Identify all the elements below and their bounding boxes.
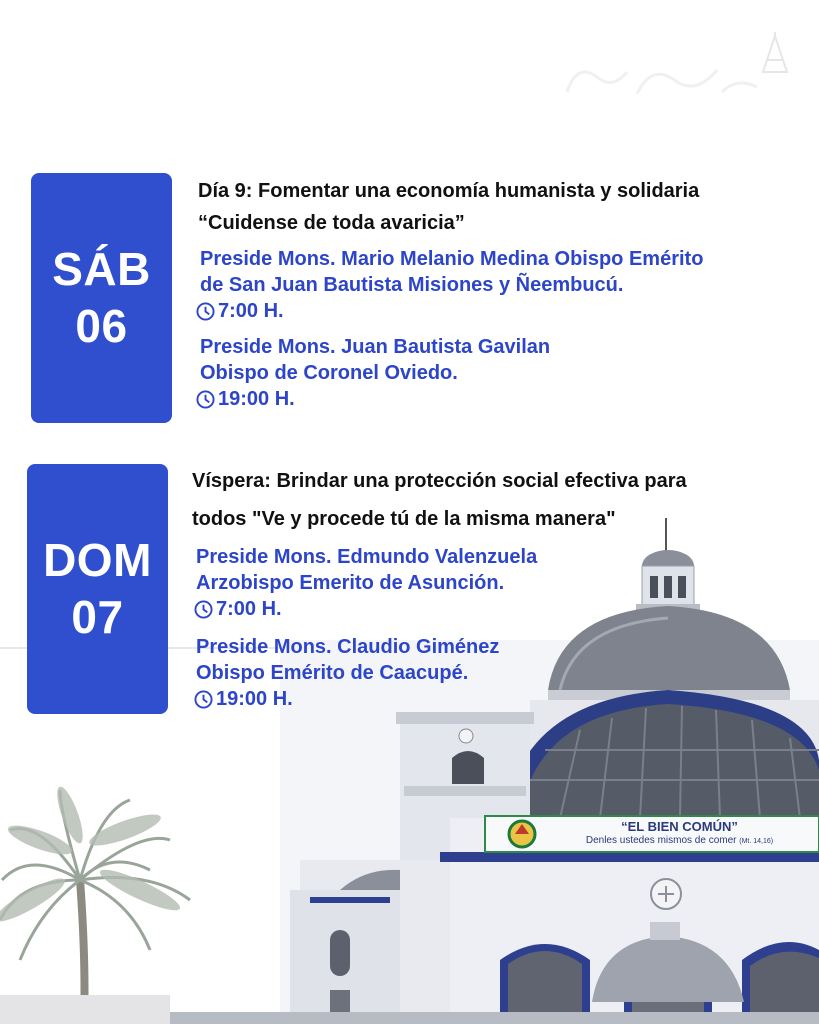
banner-subtitle-row	[540, 834, 819, 848]
mass-time	[194, 686, 499, 712]
date-badge-sabado	[31, 173, 172, 423]
day-quote: todos "Ve y procede tú de la misma manera"	[192, 508, 616, 530]
presider-title: Obispo de Coronel Oviedo.	[200, 362, 458, 384]
celebration-entry	[196, 634, 499, 712]
presider-name: Preside Mons. Juan Bautista Gavilan	[200, 336, 551, 358]
celebration-entry	[196, 544, 537, 622]
day-theme: Día 9: Fomentar una economía humanista y solidaria	[198, 180, 700, 202]
celebration-entry	[200, 246, 703, 324]
celebration-entry	[200, 334, 550, 412]
clock-icon	[194, 690, 213, 709]
banner-subtitle: Denles ustedes mismos de comer	[585, 835, 737, 846]
presider-name: Preside Mons. Mario Melanio Medina Obispo Emérito	[200, 248, 704, 270]
palm-tree-image	[0, 784, 190, 1024]
banner-reference: (Mt. 14,16)	[739, 838, 774, 845]
basilica-logo-icon	[557, 32, 797, 112]
presider-title: Arzobispo Emerito de Asunción.	[196, 572, 505, 594]
day-number: 07	[71, 591, 124, 643]
day-number: 06	[75, 300, 128, 352]
clock-icon	[196, 302, 215, 321]
presider-name: Preside Mons. Claudio Giménez	[196, 636, 500, 658]
mass-time	[196, 386, 550, 412]
banner-title: “EL BIEN COMÚN”	[621, 819, 738, 834]
presider-title: Obispo Emérito de Caacupé.	[196, 662, 469, 684]
date-badge-domingo	[27, 464, 168, 714]
weekday-label: DOM	[43, 533, 152, 586]
time-label: 7:00 H.	[218, 300, 284, 322]
mass-time	[196, 298, 703, 324]
clock-icon	[196, 390, 215, 409]
day-theme: Víspera: Brindar una protección social efectiva para	[192, 470, 687, 492]
church-banner	[540, 820, 819, 850]
mass-time	[194, 596, 537, 622]
presider-name: Preside Mons. Edmundo Valenzuela	[196, 546, 538, 568]
time-label: 19:00 H.	[216, 688, 293, 710]
time-label: 7:00 H.	[216, 598, 282, 620]
day-quote: “Cuidense de toda avaricia”	[198, 212, 465, 234]
weekday-label: SÁB	[52, 242, 151, 295]
clock-icon	[194, 600, 213, 619]
presider-title: de San Juan Bautista Misiones y Ñeembucú.	[200, 274, 624, 296]
time-label: 19:00 H.	[218, 388, 295, 410]
